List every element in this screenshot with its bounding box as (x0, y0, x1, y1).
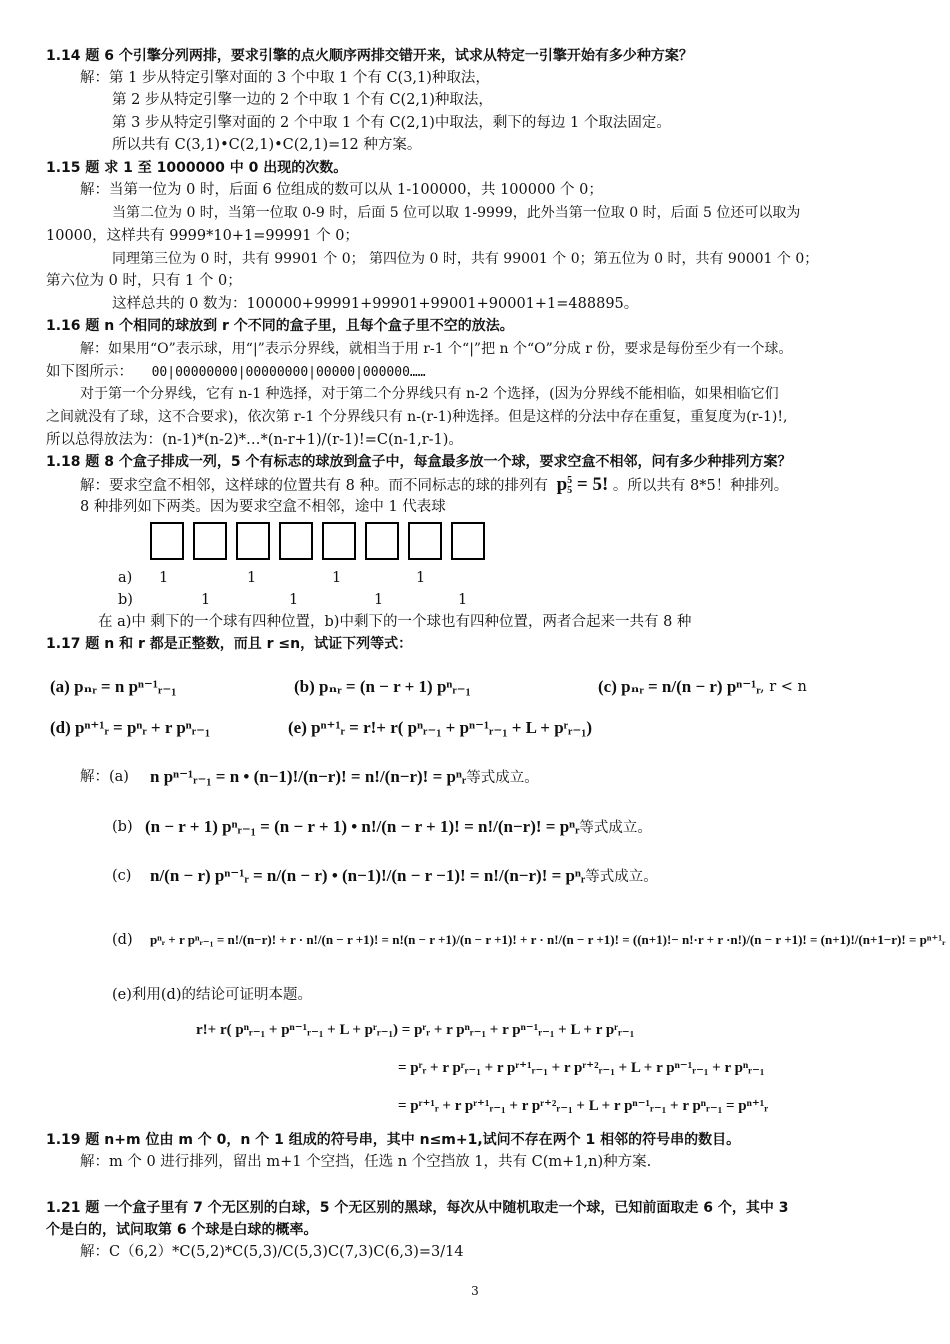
problem-1-16-line (46, 362, 426, 383)
problem-1-14-line: 解：第 1 步从特定引擎对面的 3 个中取 1 个有 C(3,1)种取法， (80, 70, 490, 86)
problem-1-16-heading: 1.16 题 n 个相同的球放到 r 个不同的盒子里，且每个盒子里不空的放法。 (46, 318, 514, 334)
proof-b: (n − r + 1) pⁿᵣ₋₁ = (n − r + 1) • n!/(n − r + 1)! = n!/(n−r)! = pⁿᵣ等式成立。 (145, 817, 652, 836)
row-a-label: a) (118, 570, 133, 586)
proof-c-label: (c) (112, 868, 132, 884)
problem-1-14-heading: 1.14 题 6 个引擎分列两排，要求引擎的点火顺序两排交错开来，试求从特定一引擎开始有多少种方案？ (46, 48, 693, 64)
identity-d: (d) pⁿ⁺¹ᵣ = pⁿᵣ + r pⁿᵣ₋₁ (50, 718, 211, 737)
problem-1-15-line: 当第二位为 0 时，当第一位取 0-9 时，后面 5 位可以取 1-9999，此外当第一位取 0 时，后面 5 位还可以取为 (112, 205, 801, 221)
ball-marker: 1 (332, 570, 342, 586)
problem-1-21-heading: 个是白的，试问取第 6 个球是白球的概率。 (46, 1222, 318, 1238)
proof-b-label: (b) (112, 819, 133, 835)
empty-box (193, 522, 227, 560)
line-text: 。所以共有 8*5！种排列。 (612, 478, 789, 494)
problem-1-18-line: 在 a)中 剩下的一个球有四种位置，b)中剩下的一个球也有四种位置，两者合起来一共有 8 种 (98, 614, 692, 630)
empty-box (322, 522, 356, 560)
permutation-symbol: p 5 5 = 5! (556, 474, 609, 496)
problem-1-17-heading: 1.17 题 n 和 r 都是正整数，而且 r ≤n，试证下列等式： (46, 636, 413, 652)
identity-a: (a) pₙᵣ = n pⁿ⁻¹ᵣ₋₁ (50, 677, 177, 696)
problem-1-15-line: 第六位为 0 时，只有 1 个 0； (46, 273, 242, 289)
problem-1-19-heading: 1.19 题 n+m 位由 m 个 0，n 个 1 组成的符号串，其中 n≤m+1,试问不存在两个 1 相邻的符号串的数目。 (46, 1132, 741, 1148)
page-number: 3 (471, 1284, 479, 1298)
problem-1-19-line: 解：m 个 0 进行排列，留出 m+1 个空挡，任选 n 个空挡放 1，共有 C(m+1,n)种方案. (80, 1154, 652, 1170)
identity-c: (c) pₙᵣ = n/(n − r) pⁿ⁻¹ᵣ (598, 677, 761, 696)
ball-marker: 1 (201, 592, 211, 608)
proof-e-intro: (e)利用(d)的结论可证明本题。 (112, 987, 312, 1003)
problem-1-14-line: 所以共有 C(3,1)•C(2,1)•C(2,1)=12 种方案。 (112, 137, 422, 153)
problem-1-18-line (80, 475, 788, 496)
proof-e-line: = pʳᵣ + r pʳᵣ₋₁ + r pʳ⁺¹ᵣ₋₁ + r pʳ⁺²ᵣ₋₁ + L + r pⁿ⁻¹ᵣ₋₁ + r pⁿᵣ₋₁ (398, 1060, 765, 1076)
problem-1-21-line: 解：C（6,2）*C(5,2)*C(5,3)/C(5,3)C(7,3)C(6,3)=3/14 (80, 1244, 464, 1260)
empty-box (150, 522, 184, 560)
row-b-label: b) (118, 592, 133, 608)
problem-1-14-line: 第 2 步从特定引擎一边的 2 个中取 1 个有 C(2,1)种取法， (112, 92, 493, 108)
figure-caption: 如下图所示： (46, 364, 133, 380)
proof-a-label: 解：(a) (80, 769, 129, 785)
empty-box (279, 522, 313, 560)
proof-c: n/(n − r) pⁿ⁻¹ᵣ = n/(n − r) • (n−1)!/(n − r −1)! = n!/(n−r)! = pⁿᵣ等式成立。 (150, 866, 658, 885)
problem-1-14-line: 第 3 步从特定引擎对面的 2 个中取 1 个有 C(2,1)中取法，剩下的每边 1 个取法固定。 (112, 115, 671, 131)
problem-1-16-line: 所以总得放法为：(n-1)*(n-2)*…*(n-r+1)/(r-1)!=C(n-1,r-1)。 (46, 432, 463, 448)
proof-e-line: r!+ r( pⁿᵣ₋₁ + pⁿ⁻¹ᵣ₋₁ + L + pʳᵣ₋₁) = pʳᵣ + r pⁿᵣ₋₁ + r pⁿ⁻¹ᵣ₋₁ + L + r pʳᵣ₋₁ (196, 1022, 635, 1038)
ball-marker: 1 (289, 592, 299, 608)
proof-e-line: = pʳ⁺¹ᵣ + r pʳ⁺¹ᵣ₋₁ + r pʳ⁺²ᵣ₋₁ + L + r pⁿ⁻¹ᵣ₋₁ + r pⁿᵣ₋₁ = pⁿ⁺¹ᵣ (398, 1098, 769, 1114)
problem-1-16-line: 解：如果用“O”表示球，用“|”表示分界线，就相当于用 r-1 个“|”把 n 个“O”分成 r 份，要求是每份至少有一个球。 (80, 341, 793, 357)
empty-box (365, 522, 399, 560)
ball-marker: 1 (374, 592, 384, 608)
identity-c-condition: , r < n (760, 679, 807, 695)
ball-marker: 1 (416, 570, 426, 586)
identity-b: (b) pₙᵣ = (n − r + 1) pⁿᵣ₋₁ (294, 677, 471, 696)
empty-box (236, 522, 270, 560)
ball-partition-figure: 00|00000000|00000000|00000|000000…… (151, 365, 426, 380)
line-text: 解：要求空盒不相邻，这样球的位置共有 8 种。而不同标志的球的排列有 (80, 478, 548, 494)
problem-1-15-line: 同理第三位为 0 时，共有 99901 个 0； 第四位为 0 时，共有 99001 个 0；第五位为 0 时，共有 90001 个 0； (112, 251, 819, 267)
proof-a: n pⁿ⁻¹ᵣ₋₁ = n • (n−1)!/(n−r)! = n!/(n−r)! = pⁿᵣ等式成立。 (150, 767, 539, 786)
problem-1-21-heading: 1.21 题 一个盒子里有 7 个无区别的白球，5 个无区别的黑球，每次从中随机取走一个球，已知前面取走 6 个，其中 3 (46, 1200, 789, 1216)
empty-box (451, 522, 485, 560)
ball-marker: 1 (247, 570, 257, 586)
problem-1-15-line: 这样总共的 0 数为：100000+99991+99901+99001+90001+1=488895。 (112, 296, 639, 312)
ball-marker: 1 (458, 592, 468, 608)
proof-d-label: (d) (112, 932, 133, 948)
proof-d: pⁿᵣ + r pⁿᵣ₋₁ = n!/(n−r)! + r · n!/(n − r +1)! = n!(n − r +1)/(n − r +1)! + r · n!/(n − r +1)! = ((n+1)!− n!·r + r ·n!)/(n − r +1)! = (n+1)!/(n+1−r)! = pⁿ⁺¹ᵣ (150, 932, 946, 947)
ball-marker: 1 (159, 570, 169, 586)
problem-1-16-line: 对于第一个分界线，它有 n-1 种选择，对于第二个分界线只有 n-2 个选择，(因为分界线不能相临，如果相临它们 (80, 386, 779, 402)
problem-1-15-heading: 1.15 题 求 1 至 1000000 中 0 出现的次数。 (46, 160, 348, 176)
problem-1-18-line: 8 种排列如下两类。因为要求空盒不相邻，途中 1 代表球 (80, 499, 446, 515)
problem-1-18-heading: 1.18 题 8 个盒子排成一列，5 个有标志的球放到盒子中，每盒最多放一个球，要求空盒不相邻，问有多少种排列方案？ (46, 454, 792, 470)
problem-1-15-line: 10000，这样共有 9999*10+1=99991 个 0； (46, 228, 359, 244)
problem-1-15-line: 解：当第一位为 0 时，后面 6 位组成的数可以从 1-100000，共 100000 个 0； (80, 182, 603, 198)
identity-e: (e) pⁿ⁺¹ᵣ = r!+ r( pⁿᵣ₋₁ + pⁿ⁻¹ᵣ₋₁ + L + pʳᵣ₋₁) (288, 718, 593, 737)
empty-box (408, 522, 442, 560)
problem-1-16-line: 之间就没有了球，这不合要求)，依次第 r-1 个分界线只有 n-(r-1)种选择。但是这样的分法中存在重复，重复度为(r-1)!, (46, 409, 788, 425)
